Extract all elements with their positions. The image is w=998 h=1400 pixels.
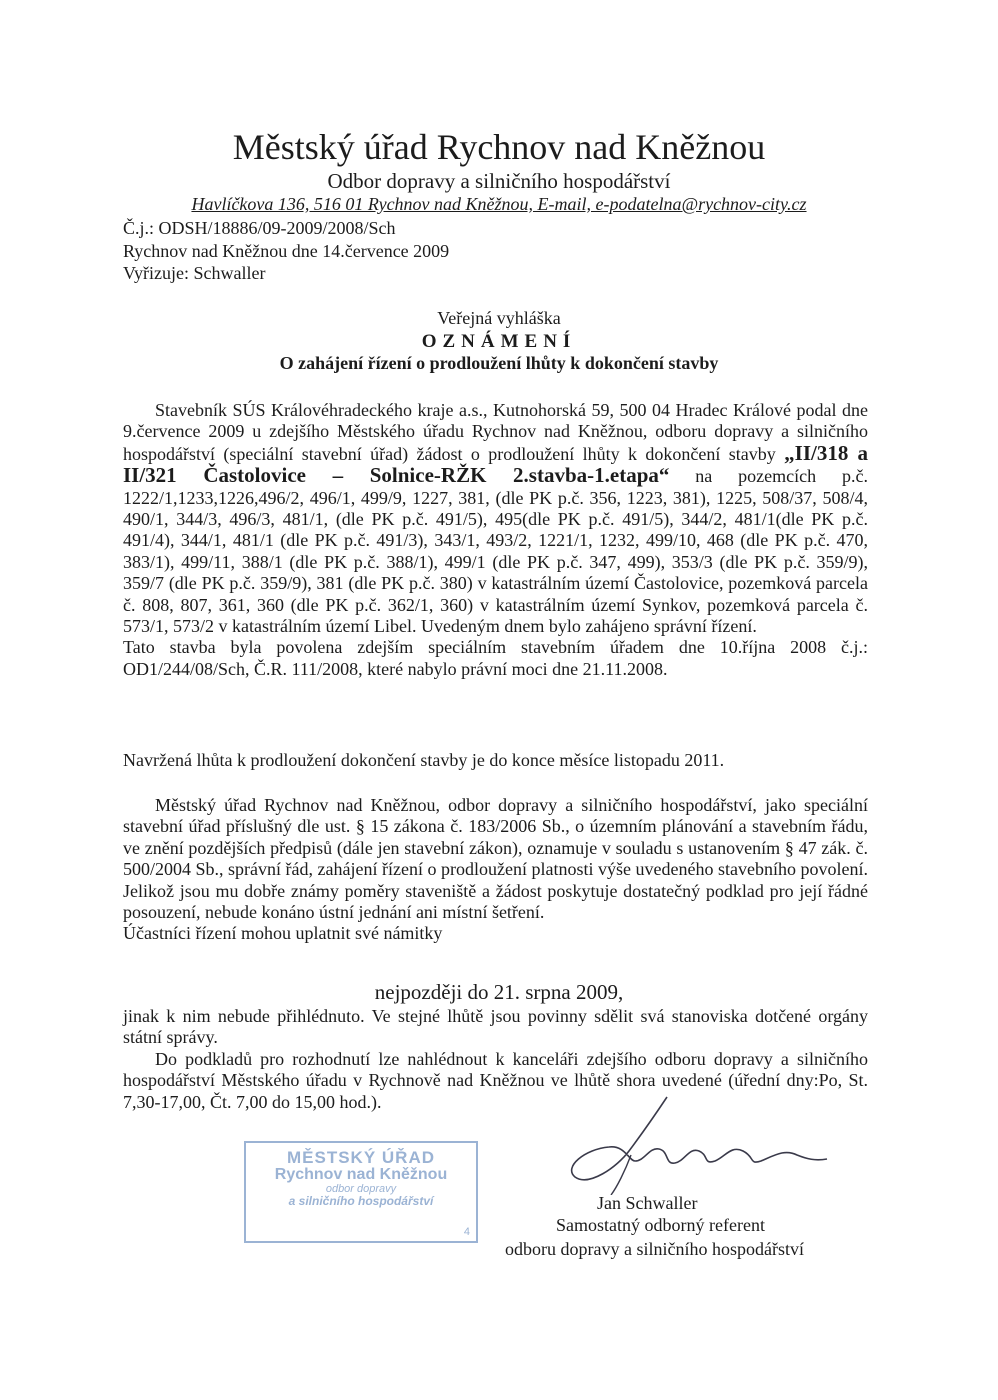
- handwritten-signature: [545, 1095, 835, 1195]
- permit-info: Tato stavba byla povolena zdejším speciálním stavebním úřadem dne 10.října 2008 č.j.: OD1/244/08/Sch, Č.R. 111/2008, které nabylo právní moci dne 21.11.2008.: [123, 637, 868, 679]
- notice-heading: OZNÁMENÍ: [421, 331, 577, 352]
- department-name: Odbor dopravy a silničního hospodářství: [327, 169, 671, 193]
- office-address: Havlíčkova 136, 516 01 Rychnov nad Kněžnou, E-mail, e-podatelna@rychnov-city.cz: [191, 194, 807, 214]
- paragraph-legal-basis: [123, 795, 868, 945]
- signer-department: odboru dopravy a silničního hospodářství: [505, 1239, 804, 1259]
- signer-name: Jan Schwaller: [597, 1193, 698, 1213]
- handler: Vyřizuje: Schwaller: [123, 263, 266, 283]
- stamp-line-dept2: a silničního hospodářství: [288, 1194, 434, 1209]
- consequence-text: jinak k nim nebude přihlédnuto. Ve stejné lhůtě jsou povinny sdělit svá stanoviska dotčené orgány státní správy.: [123, 1006, 868, 1048]
- project-name: „II/318 a II/321 Častolovice – Solnice-RŽK 2.stavba-1.etapa“: [123, 440, 868, 488]
- notice-type: Veřejná vyhláška: [437, 308, 561, 328]
- application-intro: Stavebník SÚS Královéhradeckého kraje a.s., Kutnohorská 59, 500 04 Hradec Králové podal dne 9.července 2009 u zdejšího Městského úřadu Rychnov nad Kněžnou, odboru dopravy a silničního hospodářství (speciální stavební úřad) žádost o prodloužení lhůty k dokončení stavby: [123, 400, 868, 464]
- office-title: Městský úřad Rychnov nad Kněžnou: [232, 127, 766, 167]
- objections-intro: Účastníci řízení mohou uplatnit své námitky: [123, 923, 443, 944]
- legal-basis-text: Městský úřad Rychnov nad Kněžnou, odbor dopravy a silničního hospodářství, jako speciální stavební úřad příslušný dle ust. § 15 zákona č. 183/2006 Sb., o územním plánování a stavebním řádu, ve znění pozdějších předpisů (dále jen stavební zákon), oznamuje v souladu s ustanovením § 47 zák. č. 500/2004 Sb., správní řád, zahájení řízení o prodloužení platnosti výše uvedeného stavebního povolení. Jelikož jsou mu dobře známy poměry staveniště a žádost poskytuje dostatečný podklad pro její řádné posouzení, nebude konáno ústní jednání ani místní šetření.: [123, 795, 868, 923]
- paragraph-proposed-deadline: Navržená lhůta k prodloužení dokončení stavby je do konce měsíce listopadu 2011.: [123, 750, 725, 770]
- stamp-number: 4: [463, 1226, 470, 1239]
- document-date: Rychnov nad Kněžnou dne 14.července 2009: [123, 241, 450, 261]
- objection-deadline: nejpozději do 21. srpna 2009,: [374, 980, 624, 1004]
- reference-number: Č.j.: ODSH/18886/09-2009/2008/Sch: [123, 218, 396, 238]
- stamp-line-office: MĚSTSKÝ ÚŘAD: [286, 1148, 435, 1167]
- inspection-text: Do podkladů pro rozhodnutí lze nahlédnout k kanceláři zdejšího odboru dopravy a silničního hospodářství Městského úřadu v Rychnově nad Kněžnou ve lhůtě shora uvedené (úřední dny:Po, St. 7,30-17,00, Čt. 7,00 do 15,00 hod.).: [123, 1048, 868, 1112]
- signer-role: Samostatný odborný referent: [556, 1215, 765, 1235]
- paragraph-application: [123, 400, 868, 680]
- parcel-list: na pozemcích p.č. 1222/1,1233,1226,496/2, 496/1, 499/9, 1227, 381, (dle PK p.č. 356, 1223, 381), 1225, 508/37, 508/4, 490/1, 344/3, 496/3, 481/1, (dle PK p.č. 491/5), 495(dle PK p.č. 491/5), 344/2, 481/1(dle PK p.č. 491/4), 344/1, 481/1 (dle PK p.č. 491/3), 343/1, 493/2, 1221/1, 1232, 499/10, 468 (dle PK p.č. 470, 383/1), 499/11, 388/1 (dle PK p.č. 388/1), 499/1 (dle PK p.č. 347, 499), 353/3 (dle PK p.č. 359/9), 359/7 (dle PK p.č. 359/9), 381 (dle PK p.č. 380) v katastrálním území Častolovice, pozemková parcela č. 808, 807, 361, 360 (dle PK p.č. 362/1, 360) v katastrálním území Synkov, pozemková parcela č. 573/1, 573/2 v katastrálním území Libel. Uvedeným dnem bylo zahájeno správní řízení.: [123, 466, 868, 637]
- stamp-line-dept: odbor dopravy: [325, 1182, 397, 1195]
- office-stamp: [244, 1141, 478, 1243]
- stamp-line-town: Rychnov nad Kněžnou: [274, 1165, 448, 1183]
- notice-subject: O zahájení řízení o prodloužení lhůty k dokončení stavby: [279, 353, 719, 373]
